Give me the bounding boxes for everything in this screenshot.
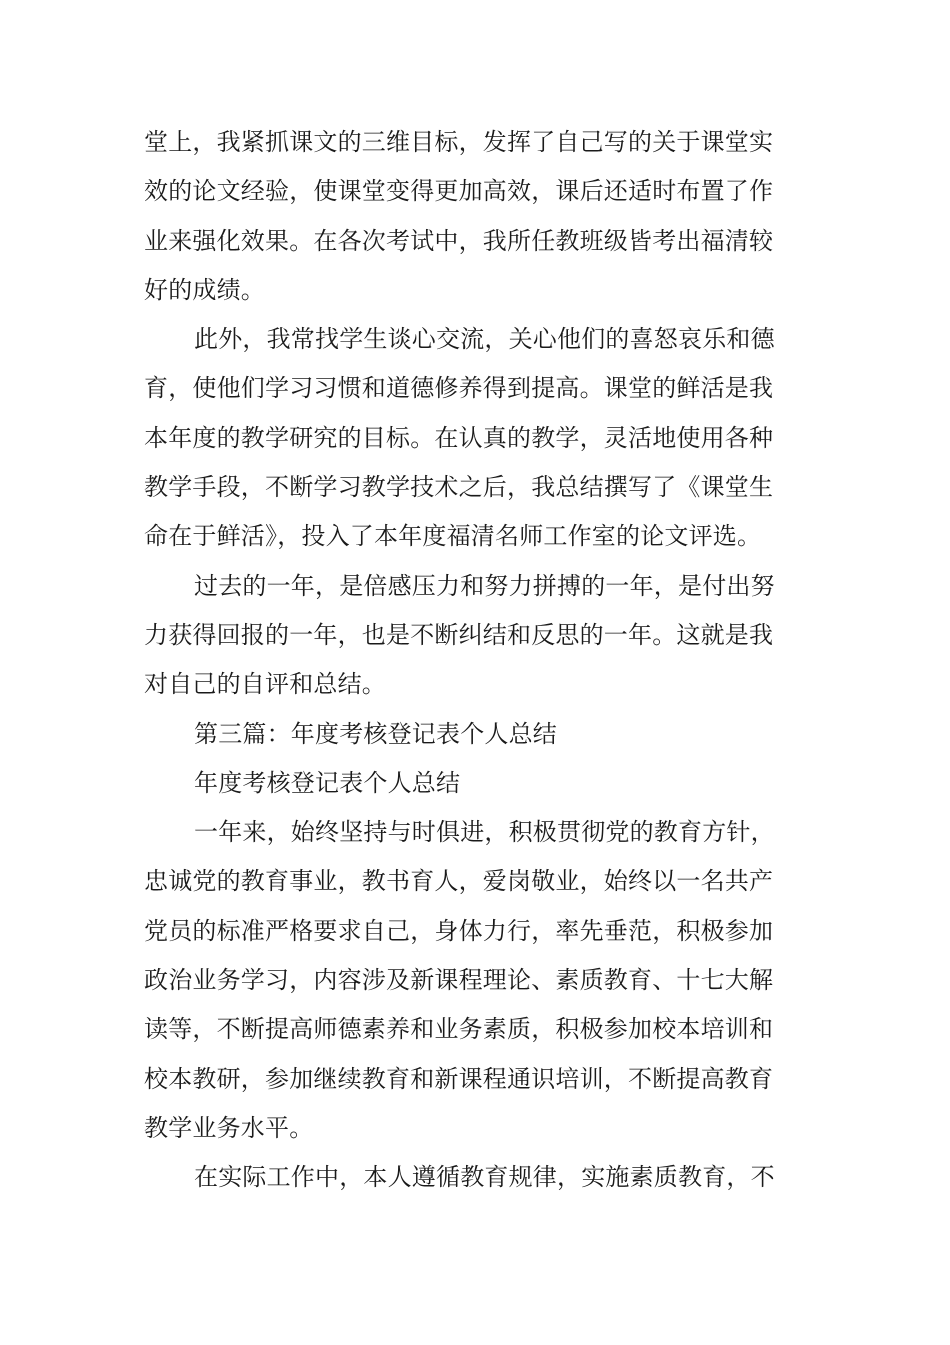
text-line: 堂上，我紧抓课文的三维目标，发挥了自己写的关于课堂实 xyxy=(144,128,774,156)
text-line: 育，使他们学习习惯和道德修养得到提高。课堂的鲜活是我 xyxy=(144,374,774,403)
text-line: 读等，不断提高师德素养和业务素质，积极参加校本培训和 xyxy=(144,1015,774,1044)
text-line: 好的成绩。 xyxy=(144,275,265,304)
paragraph-start-line: 一年来，始终坚持与时俱进，积极贯彻党的教育方针， xyxy=(194,818,775,847)
text-line: 命在于鲜活》，投入了本年度福清名师工作室的论文评选。 xyxy=(144,522,762,551)
text-line: 校本教研，参加继续教育和新课程通识培训，不断提高教育 xyxy=(144,1064,774,1093)
text-line: 教学手段，不断学习教学技术之后，我总结撰写了《课堂生 xyxy=(144,473,774,502)
text-line: 教学业务水平。 xyxy=(144,1113,314,1142)
text-line: 对自己的自评和总结。 xyxy=(144,670,386,699)
text-line: 党员的标准严格要求自己，身体力行，率先垂范，积极参加 xyxy=(144,916,774,945)
section-heading: 第三篇：年度考核登记表个人总结 xyxy=(194,719,557,748)
text-line: 本年度的教学研究的目标。在认真的教学，灵活地使用各种 xyxy=(144,423,774,452)
paragraph-start-line: 过去的一年，是倍感压力和努力拼搏的一年，是付出努 xyxy=(194,571,775,600)
body-text xyxy=(144,118,775,1203)
paragraph-start-line: 此外，我常找学生谈心交流，关心他们的喜怒哀乐和德 xyxy=(194,325,775,354)
paragraph-start-line: 在实际工作中，本人遵循教育规律，实施素质教育，不 xyxy=(194,1163,775,1192)
section-subtitle: 年度考核登记表个人总结 xyxy=(194,768,461,797)
text-line: 力获得回报的一年，也是不断纠结和反思的一年。这就是我 xyxy=(144,620,774,649)
text-line: 政治业务学习，内容涉及新课程理论、素质教育、十七大解 xyxy=(144,966,774,995)
text-line: 业来强化效果。在各次考试中，我所任教班级皆考出福清较 xyxy=(144,226,774,255)
text-line: 忠诚党的教育事业，教书育人，爱岗敬业，始终以一名共产 xyxy=(144,867,774,896)
text-line: 效的论文经验，使课堂变得更加高效，课后还适时布置了作 xyxy=(144,177,774,206)
